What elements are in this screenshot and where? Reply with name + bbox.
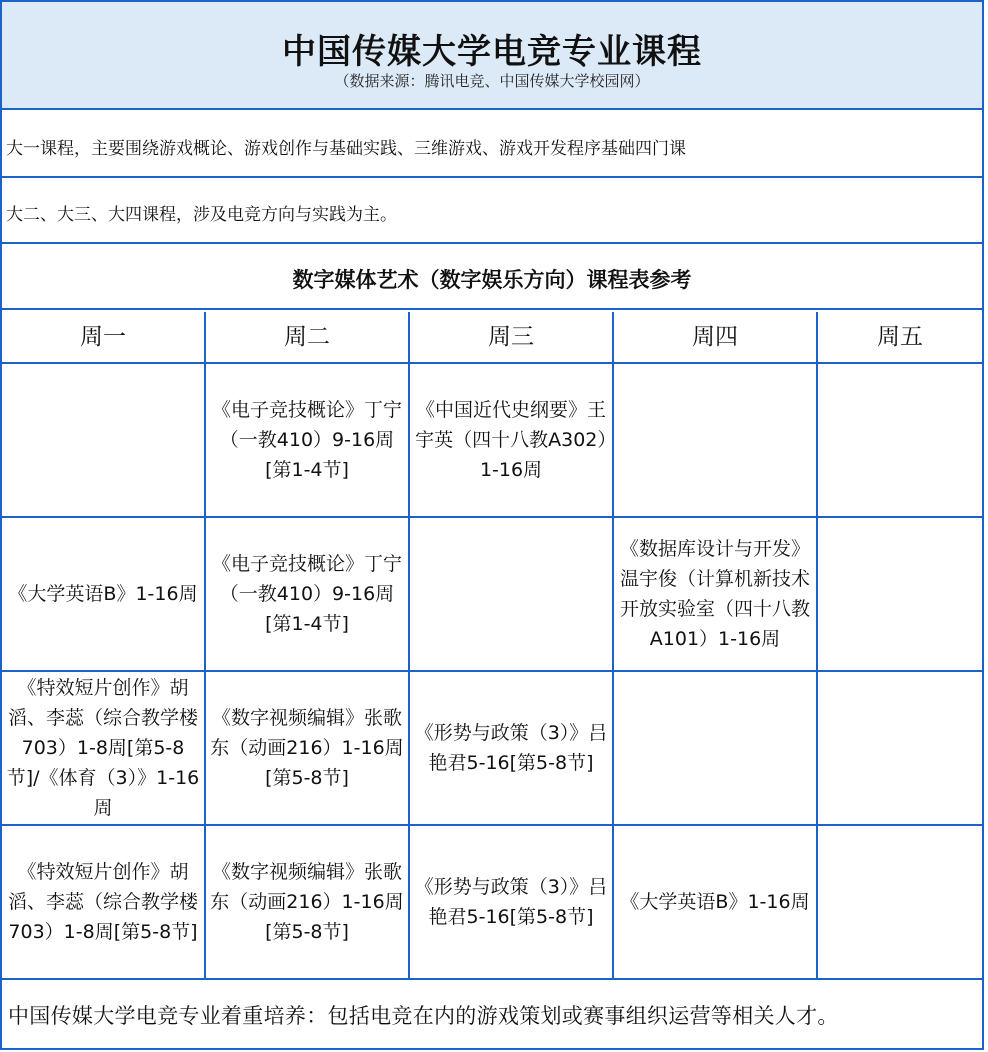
day-header-fri: 周五	[818, 312, 982, 364]
schedule-cell	[818, 672, 982, 826]
table-row	[2, 364, 982, 518]
schedule-cell	[2, 364, 206, 518]
schedule-cell	[614, 364, 818, 518]
schedule-cell: 《中国近代史纲要》王宇英（四十八教A302）1-16周	[410, 364, 614, 518]
schedule-cell: 《大学英语B》1-16周	[2, 518, 206, 672]
schedule-cell: 《数据库设计与开发》温宇俊（计算机新技术开放实验室（四十八教A101）1-16周	[614, 518, 818, 672]
table-row	[2, 826, 982, 980]
schedule-title-row	[2, 246, 982, 310]
day-header-tue: 周二	[206, 312, 410, 364]
schedule-cell	[614, 672, 818, 826]
year234-course-row	[2, 180, 982, 244]
schedule-cell: 《数字视频编辑》张歌东（动画216）1-16周[第5-8节]	[206, 672, 410, 826]
schedule-cell: 《数字视频编辑》张歌东（动画216）1-16周[第5-8节]	[206, 826, 410, 980]
footer-row	[2, 982, 982, 1048]
day-header-wed: 周三	[410, 312, 614, 364]
schedule-cell: 《电子竞技概论》丁宁（一教410）9-16周[第1-4节]	[206, 364, 410, 518]
schedule-cell: 《大学英语B》1-16周	[614, 826, 818, 980]
schedule-title: 数字媒体艺术（数字娱乐方向）课程表参考	[292, 268, 692, 292]
schedule-cell: 《特效短片创作》胡滔、李蕊（综合教学楼703）1-8周[第5-8节]	[2, 826, 206, 980]
schedule-cell: 《形势与政策（3）》吕艳君5-16[第5-8节]	[410, 826, 614, 980]
schedule-cell	[818, 518, 982, 672]
schedule-cell	[818, 364, 982, 518]
schedule-cell	[818, 826, 982, 980]
schedule-cell: 《特效短片创作》胡滔、李蕊（综合教学楼703）1-8周[第5-8节]/《体育（3）》1-16周	[2, 672, 206, 826]
page-title: 中国传媒大学电竞专业课程	[282, 32, 702, 72]
schedule-table	[2, 312, 982, 980]
page-header	[2, 2, 982, 110]
schedule-cell: 《形势与政策（3）》吕艳君5-16[第5-8节]	[410, 672, 614, 826]
day-header-thu: 周四	[614, 312, 818, 364]
data-source-note: （数据来源：腾讯电竞、中国传媒大学校园网）	[334, 72, 650, 90]
footer-text: 中国传媒大学电竞专业着重培养：包括电竞在内的游戏策划或赛事组织运营等相关人才。	[8, 1004, 839, 1028]
schedule-cell: 《电子竞技概论》丁宁（一教410）9-16周[第1-4节]	[206, 518, 410, 672]
year234-course-text: 大二、大三、大四课程，涉及电竞方向与实践为主。	[6, 205, 397, 225]
schedule-cell	[410, 518, 614, 672]
day-header-mon: 周一	[2, 312, 206, 364]
schedule-header-row	[2, 312, 982, 364]
table-row	[2, 518, 982, 672]
table-row	[2, 672, 982, 826]
year1-course-text: 大一课程，主要围绕游戏概论、游戏创作与基础实践、三维游戏、游戏开发程序基础四门课	[6, 139, 686, 159]
year1-course-row	[2, 112, 982, 178]
